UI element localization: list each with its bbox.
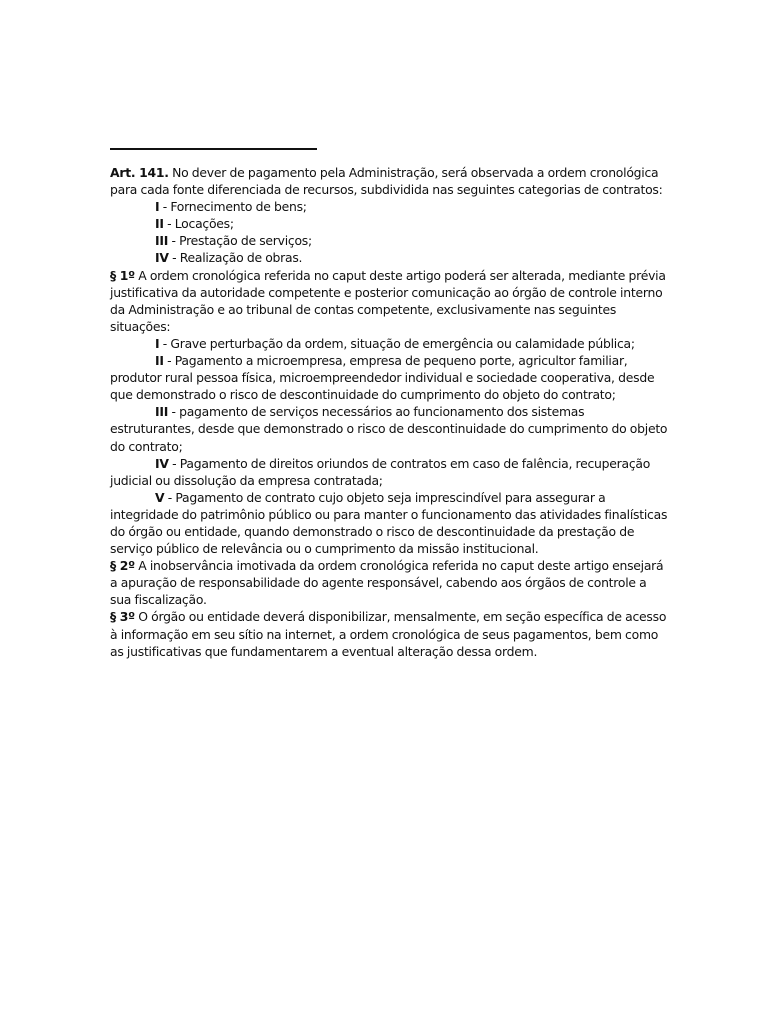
item-number: III	[155, 404, 169, 420]
item-separator: -	[168, 455, 180, 471]
item-text: Realização de obras.	[179, 250, 303, 266]
item-number: IV	[155, 455, 169, 471]
article-item-2	[110, 215, 670, 232]
paragraph-3	[110, 608, 670, 659]
item-text: Locações;	[174, 216, 234, 232]
item-separator: -	[163, 353, 175, 369]
item-text: Pagamento de direitos oriundos de contratos em caso de falência, recuperação judicial ou dissolução da empresa contratada;	[110, 455, 651, 488]
article-item-4	[110, 249, 670, 266]
footnote-separator-line	[110, 148, 317, 150]
item-number: I	[155, 199, 160, 215]
paragraph-text: O órgão ou entidade deverá disponibilizar, mensalmente, em seção específica de acesso à informação em seu sítio na internet, a ordem cronológica de seus pagamentos, bem como as justificativas que fundamentarem a eventual alteração dessa ordem.	[110, 609, 667, 659]
item-text: Fornecimento de bens;	[170, 199, 307, 215]
paragraph-1-item-4	[110, 455, 670, 489]
paragraph-text: A inobservância imotivada da ordem cronológica referida no caput deste artigo ensejará a apuração de responsabilidade do agente responsável, cabendo aos órgãos de controle a sua fiscalização.	[110, 558, 664, 608]
paragraph-text: A ordem cronológica referida no caput deste artigo poderá ser alterada, mediante prévia justificativa da autoridade competente e posterior comunicação ao órgão de controle interno da Administração e ao tribunal de contas competente, exclusivamente nas seguintes situações:	[110, 267, 666, 334]
item-number: II	[155, 216, 164, 232]
item-text: pagamento de serviços necessários ao funcionamento dos sistemas estruturantes, desde que demonstrado o risco de descontinuidade do cumprimento do objeto do contrato;	[110, 404, 668, 454]
paragraph-1-item-2	[110, 352, 670, 403]
item-separator: -	[163, 216, 175, 232]
article-label: Art. 141.	[110, 165, 169, 180]
article-item-3	[110, 232, 670, 249]
paragraph-1-item-3	[110, 403, 670, 454]
item-text: Pagamento de contrato cujo objeto seja imprescindível para assegurar a integridade do patrimônio público ou para manter o funcionamento das atividades finalísticas do órgão ou entidade, quando demonstrado o risco de descontinuidade da prestação de serviço público de relevância ou o cumprimento da missão institucional.	[110, 489, 668, 557]
item-text: Prestação de serviços;	[179, 233, 312, 249]
paragraph-label: § 2º	[110, 558, 135, 574]
item-text: Pagamento a microempresa, empresa de pequeno porte, agricultor familiar, produtor rural pessoa física, microempreendedor individual e sociedade cooperativa, desde que demonstrado o risco de descontinuidade do cumprimento do objeto do contrato;	[110, 353, 655, 403]
item-number: V	[155, 489, 165, 505]
item-separator: -	[159, 335, 171, 351]
item-separator: -	[168, 250, 180, 266]
item-separator: -	[159, 199, 171, 215]
paragraph-label: § 1º	[110, 267, 135, 283]
item-number: I	[155, 335, 160, 351]
article-text: No dever de pagamento pela Administração, será observada a ordem cronológica para cada fonte diferenciada de recursos, subdividida nas seguintes categorias de contratos:	[110, 165, 663, 198]
paragraph-2	[110, 557, 670, 608]
item-separator: -	[168, 404, 180, 420]
paragraph-1-item-1	[110, 335, 670, 352]
item-text: Grave perturbação da ordem, situação de emergência ou calamidade pública;	[170, 335, 635, 351]
article-item-1	[110, 198, 670, 215]
law-text-body	[110, 164, 670, 660]
paragraph-label: § 3º	[110, 609, 135, 625]
item-number: IV	[155, 250, 169, 266]
article-141-caput	[110, 164, 670, 198]
item-number: II	[155, 353, 164, 369]
paragraph-1-item-5	[110, 489, 670, 557]
paragraph-1	[110, 267, 670, 335]
item-number: III	[155, 233, 169, 249]
item-separator: -	[164, 489, 176, 505]
item-separator: -	[168, 233, 180, 249]
